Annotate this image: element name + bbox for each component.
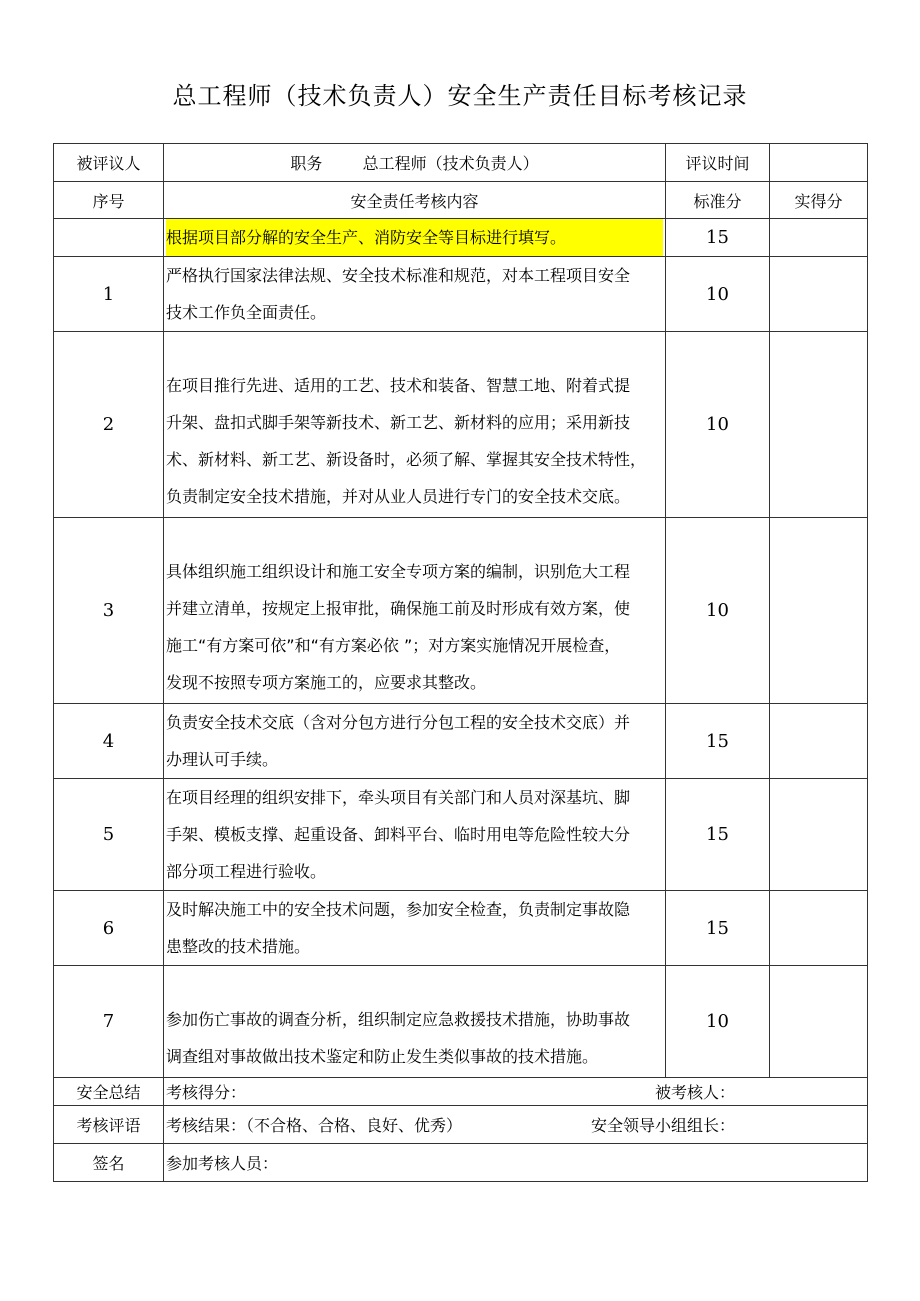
table-row [54, 779, 868, 891]
actual-score-cell[interactable] [770, 219, 868, 257]
column-header-row [54, 182, 868, 219]
row-content [164, 966, 666, 1078]
actual-score-cell[interactable] [770, 779, 868, 891]
row-number: 5 [54, 779, 164, 891]
row-number: 6 [54, 891, 164, 966]
actual-score-cell[interactable] [770, 257, 868, 332]
sign-label: 签名 [54, 1144, 164, 1182]
standard-score: 10 [666, 332, 770, 518]
col-no-header: 序号 [54, 182, 164, 219]
content-line: 发现不按照专项方案施工的，应要求其整改。 [166, 673, 487, 692]
comment-row [54, 1106, 868, 1144]
table-row [54, 332, 868, 518]
time-value-cell[interactable] [770, 144, 868, 182]
content-line: 并建立清单，按规定上报审批，确保施工前及时形成有效方案，使 [166, 599, 631, 618]
standard-score: 15 [666, 779, 770, 891]
time-label: 评议时间 [666, 144, 770, 182]
standard-score: 15 [666, 219, 770, 257]
row-content [164, 779, 666, 891]
content-line: 在项目推行先进、适用的工艺、技术和装备、智慧工地、附着式提 [166, 376, 631, 395]
leader-label: 安全领导小组组长： [590, 1116, 735, 1135]
content-line: 部分项工程进行验收。 [166, 862, 327, 881]
content-line: 调查组对事故做出技术鉴定和防止发生类似事故的技术措施。 [166, 1047, 599, 1066]
content-line: 办理认可手续。 [166, 750, 279, 769]
result-label: 考核结果：（不合格、合格、良好、优秀） [166, 1116, 463, 1135]
evaluatee-label: 被评议人 [54, 144, 164, 182]
position-value: 总工程师（技术负责人） [362, 154, 539, 173]
table-row [54, 518, 868, 704]
table-row [54, 891, 868, 966]
row-number: 1 [54, 257, 164, 332]
standard-score: 10 [666, 257, 770, 332]
row-number: 4 [54, 704, 164, 779]
row-content [164, 891, 666, 966]
examinee-label: 被考核人： [654, 1083, 735, 1102]
content-line: 手架、模板支撑、起重设备、卸料平台、临时用电等危险性较大分 [166, 825, 631, 844]
content-line: 在项目经理的组织安排下，牵头项目有关部门和人员对深基坑、脚 [166, 788, 631, 807]
table-row [54, 966, 868, 1078]
row-content [164, 518, 666, 704]
col-actual-header: 实得分 [770, 182, 868, 219]
content-line: 负责安全技术交底（含对分包方进行分包工程的安全技术交底）并 [166, 713, 631, 732]
content-line: 施工“有方案可依”和“有方案必依 ”；对方案实施情况开展检查， [166, 636, 621, 655]
summary-label: 安全总结 [54, 1078, 164, 1106]
content-line: 及时解决施工中的安全技术问题，参加安全检查，负责制定事故隐 [166, 900, 631, 919]
row-content [164, 332, 666, 518]
actual-score-cell[interactable] [770, 704, 868, 779]
header-info-row [54, 144, 868, 182]
row-number: 7 [54, 966, 164, 1078]
actual-score-cell[interactable] [770, 332, 868, 518]
assessment-table [53, 143, 868, 1182]
content-line: 技术工作负全面责任。 [166, 303, 327, 322]
col-content-header: 安全责任考核内容 [164, 182, 666, 219]
summary-row [54, 1078, 868, 1106]
comment-label: 考核评语 [54, 1106, 164, 1144]
content-line: 术、新材料、新工艺、新设备时，必须了解、掌握其安全技术特性， [166, 450, 647, 469]
position-cell[interactable] [164, 144, 666, 182]
row-number: 2 [54, 332, 164, 518]
standard-score: 15 [666, 704, 770, 779]
participants-cell[interactable] [164, 1144, 868, 1182]
content-line: 具体组织施工组织设计和施工安全专项方案的编制，识别危大工程 [166, 562, 631, 581]
score-label: 考核得分： [166, 1083, 247, 1102]
content-line: 负责制定安全技术措施，并对从业人员进行专门的安全技术交底。 [166, 487, 631, 506]
row-content [164, 257, 666, 332]
content-line: 根据项目部分解的安全生产、消防安全等目标进行填写。 [166, 219, 663, 256]
position-label: 职务 [290, 154, 323, 173]
participants-label: 参加考核人员： [166, 1154, 279, 1173]
table-row [54, 219, 868, 257]
content-line: 严格执行国家法律法规、安全技术标准和规范，对本工程项目安全 [166, 266, 631, 285]
sign-row [54, 1144, 868, 1182]
standard-score: 15 [666, 891, 770, 966]
row-content [164, 219, 666, 257]
content-line: 升架、盘扣式脚手架等新技术、新工艺、新材料的应用；采用新技 [166, 413, 631, 432]
table-row [54, 704, 868, 779]
row-number [54, 219, 164, 257]
result-cell[interactable] [164, 1106, 868, 1144]
standard-score: 10 [666, 966, 770, 1078]
row-content [164, 704, 666, 779]
actual-score-cell[interactable] [770, 891, 868, 966]
content-line: 患整改的技术措施。 [166, 937, 311, 956]
standard-score: 10 [666, 518, 770, 704]
table-row [54, 257, 868, 332]
page-title: 总工程师（技术负责人）安全生产责任目标考核记录 [172, 82, 748, 110]
col-std-header: 标准分 [666, 182, 770, 219]
content-line: 参加伤亡事故的调查分析，组织制定应急救援技术措施，协助事故 [166, 1010, 631, 1029]
actual-score-cell[interactable] [770, 518, 868, 704]
score-cell[interactable] [164, 1078, 868, 1106]
row-number: 3 [54, 518, 164, 704]
actual-score-cell[interactable] [770, 966, 868, 1078]
